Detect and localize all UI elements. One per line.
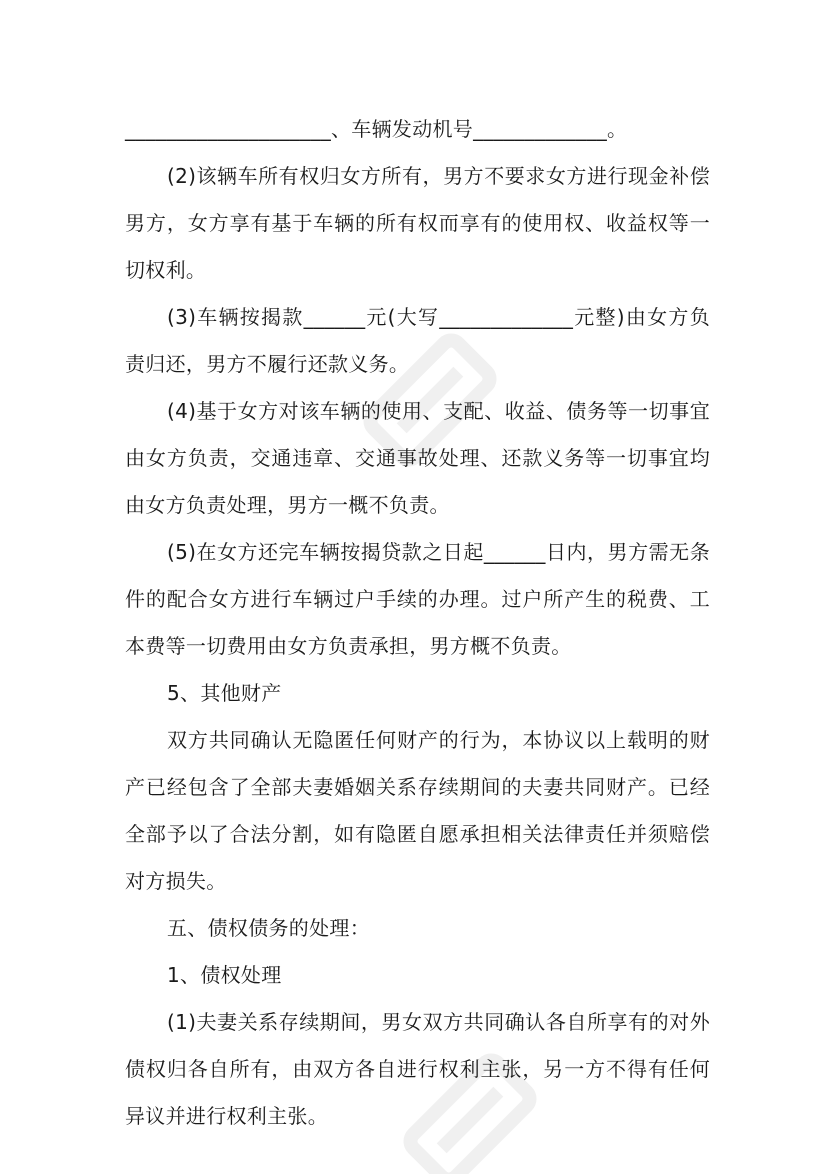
section-other-property-heading: 5、其他财产 [167, 681, 282, 705]
section-debt-heading: 五、债权债务的处理： [167, 916, 370, 940]
document-body [125, 106, 710, 1140]
paragraph-claims: (1)夫妻关系存续期间，男女双方共同确认各自所享有的对外债权归各自所有，由双方各自进行权利主张，另一方不得有任何异议并进行权利主张。 [125, 1010, 710, 1128]
subsection-claims-heading: 1、债权处理 [167, 963, 282, 987]
paragraph-vehicle-loan: (3)车辆按揭款______元(大写_____________元整)由女方负责归还，男方不履行还款义务。 [125, 305, 710, 376]
paragraph-other-property: 双方共同确认无隐匿任何财产的行为，本协议以上载明的财产已经包含了全部夫妻婚姻关系存续期间的夫妻共同财产。已经全部予以了合法分割，如有隐匿自愿承担相关法律责任并须赔偿对方损失。 [125, 728, 710, 893]
paragraph-vehicle-transfer: (5)在女方还完车辆按揭贷款之日起______日内，男方需无条件的配合女方进行车辆过户手续的办理。过户所产生的税费、工本费等一切费用由女方负责承担，男方概不负责。 [125, 540, 710, 658]
paragraph-vehicle-ownership: (2)该辆车所有权归女方所有，男方不要求女方进行现金补偿男方，女方享有基于车辆的所有权而享有的使用权、收益权等一切权利。 [125, 164, 710, 282]
paragraph-vehicle-responsibility: (4)基于女方对该车辆的使用、支配、收益、债务等一切事宜由女方负责，交通违章、交通事故处理、还款义务等一切事宜均由女方负责处理，男方一概不负责。 [125, 399, 710, 517]
paragraph-vehicle-numbers: ____________________、车辆发动机号_____________。 [125, 117, 628, 141]
